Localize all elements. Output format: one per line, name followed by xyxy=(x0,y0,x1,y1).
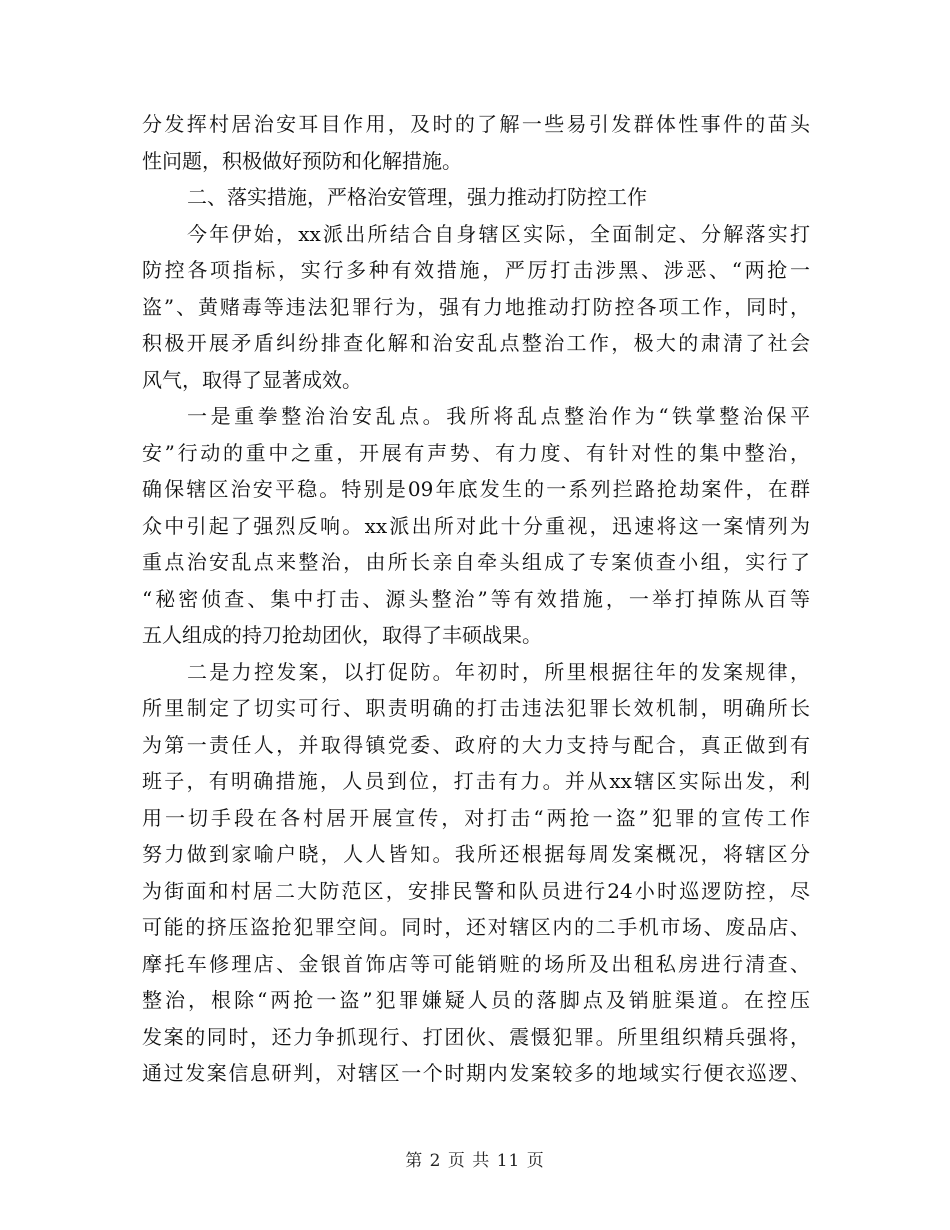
text-line: 风气，取得了显著成效。 xyxy=(142,367,362,392)
text-line: 摩托车修理店、金银首饰店等可能销赃的场所及出租私房进行清查、 xyxy=(142,951,810,976)
text-line: 发案的同时，还力争抓现行、打团伙、震慑犯罪。所里组织精兵强将， xyxy=(142,1024,810,1049)
text-line: 为街面和村居二大防范区，安排民警和队员进行24小时巡逻防控，尽 xyxy=(142,878,810,903)
text-line: 班子，有明确措施，人员到位，打击有力。并从xx辖区实际出发，利 xyxy=(142,769,810,793)
text-line: 确保辖区治安平稳。特别是09年底发生的一系列拦路抢劫案件，在群 xyxy=(142,477,810,501)
text-line: 所里制定了切实可行、职责明确的打击违法犯罪长效机制，明确所长 xyxy=(142,696,810,720)
text-line: “秘密侦查、集中打击、源头整治”等有效措施，一举打掉陈从百等 xyxy=(142,586,810,611)
text-line: 安”行动的重中之重，开展有声势、有力度、有针对性的集中整治， xyxy=(142,440,810,465)
text-line: 防控各项指标，实行多种有效措施，严厉打击涉黑、涉恶、“两抢一 xyxy=(142,258,810,282)
text-line: 众中引起了强烈反响。xx派出所对此十分重视，迅速将这一案情列为 xyxy=(142,513,810,538)
text-line: 今年伊始，xx派出所结合自身辖区实际，全面制定、分解落实打 xyxy=(187,221,810,246)
text-line: 二、落实措施，严格治安管理，强力推动打防控工作 xyxy=(187,185,647,209)
text-line: 重点治安乱点来整治，由所长亲自牵头组成了专案侦查小组，实行了 xyxy=(142,550,810,574)
text-line: 二是力控发案，以打促防。年初时，所里根据往年的发案规律， xyxy=(187,659,810,684)
text-line: 用一切手段在各村居开展宣传，对打击“两抢一盗”犯罪的宣传工作 xyxy=(142,805,810,830)
text-line: 积极开展矛盾纠纷排查化解和治安乱点整治工作，极大的肃清了社会 xyxy=(142,331,810,355)
text-line: 性问题，积极做好预防和化解措施。 xyxy=(142,148,462,173)
page-number-footer: 第 2 页 共 11 页 xyxy=(405,1151,545,1171)
text-line: 通过发案信息研判，对辖区一个时期内发案较多的地域实行便衣巡逻、 xyxy=(142,1061,810,1085)
text-line: 努力做到家喻户晓，人人皆知。我所还根据每周发案概况，将辖区分 xyxy=(142,842,810,866)
text-line: 五人组成的持刀抢劫团伙，取得了丰硕战果。 xyxy=(142,623,542,647)
text-line: 盗”、黄赌毒等违法犯罪行为，强有力地推动打防控各项工作，同时， xyxy=(142,294,810,319)
document-body xyxy=(142,106,810,1092)
text-line: 整治，根除“两抢一盗”犯罪嫌疑人员的落脚点及销脏渠道。在控压 xyxy=(142,988,810,1012)
text-line: 一是重拳整治治安乱点。我所将乱点整治作为“铁掌整治保平 xyxy=(187,404,810,428)
text-line: 分发挥村居治安耳目作用，及时的了解一些易引发群体性事件的苗头 xyxy=(142,112,810,136)
text-line: 可能的挤压盗抢犯罪空间。同时，还对辖区内的二手机市场、废品店、 xyxy=(142,915,810,939)
text-line: 为第一责任人，并取得镇党委、政府的大力支持与配合，真正做到有 xyxy=(142,732,810,757)
